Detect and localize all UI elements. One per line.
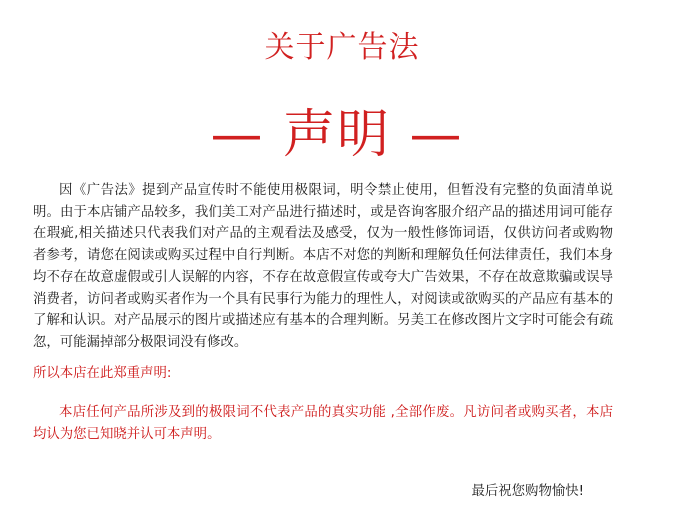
page-title: 关于广告法 — [264, 30, 420, 65]
closing-line: 最后祝您购物愉快! — [471, 484, 584, 499]
disclaimer-paragraph: 因《广告法》提到产品宣传时不能使用极限词，明令禁止使用，但暂没有完整的负面清单说明。由于本店铺产品较多，我们美工对产品进行描述时，或是咨询客服介绍产品的描述用词可能存在瑕疵,相关描述只代表我们对产品的主观看法及感受，仅为一般性修饰词语，仅供访问者或购物者参考，请您在阅读或购买过程中自行判断。本店不对您的判断和理解负任何法律责任，我们本身均不存在故意虚假或引人误解的内容，不存在故意假宣传或夸大广告效果，不存在故意欺骗或误导消费者，访问者或购买者作为一个具有民事行为能力的理性人，对阅读或欲购买的产品应有基本的了解和认识。对产品展示的图片或描述应有基本的合理判断。另美工在修改图片文字时可能会有疏忽，可能漏掉部分极限词没有修改。 — [33, 183, 613, 350]
notice-line: 所以本店在此郑重声明: — [33, 366, 172, 381]
statement-heading: — 声明 — — [210, 105, 464, 165]
statement-paragraph: 本店任何产品所涉及到的极限词不代表产品的真实功能 ,全部作废。凡访问者或购买者，本店均认为您已知晓并认可本声明。 — [33, 405, 613, 442]
